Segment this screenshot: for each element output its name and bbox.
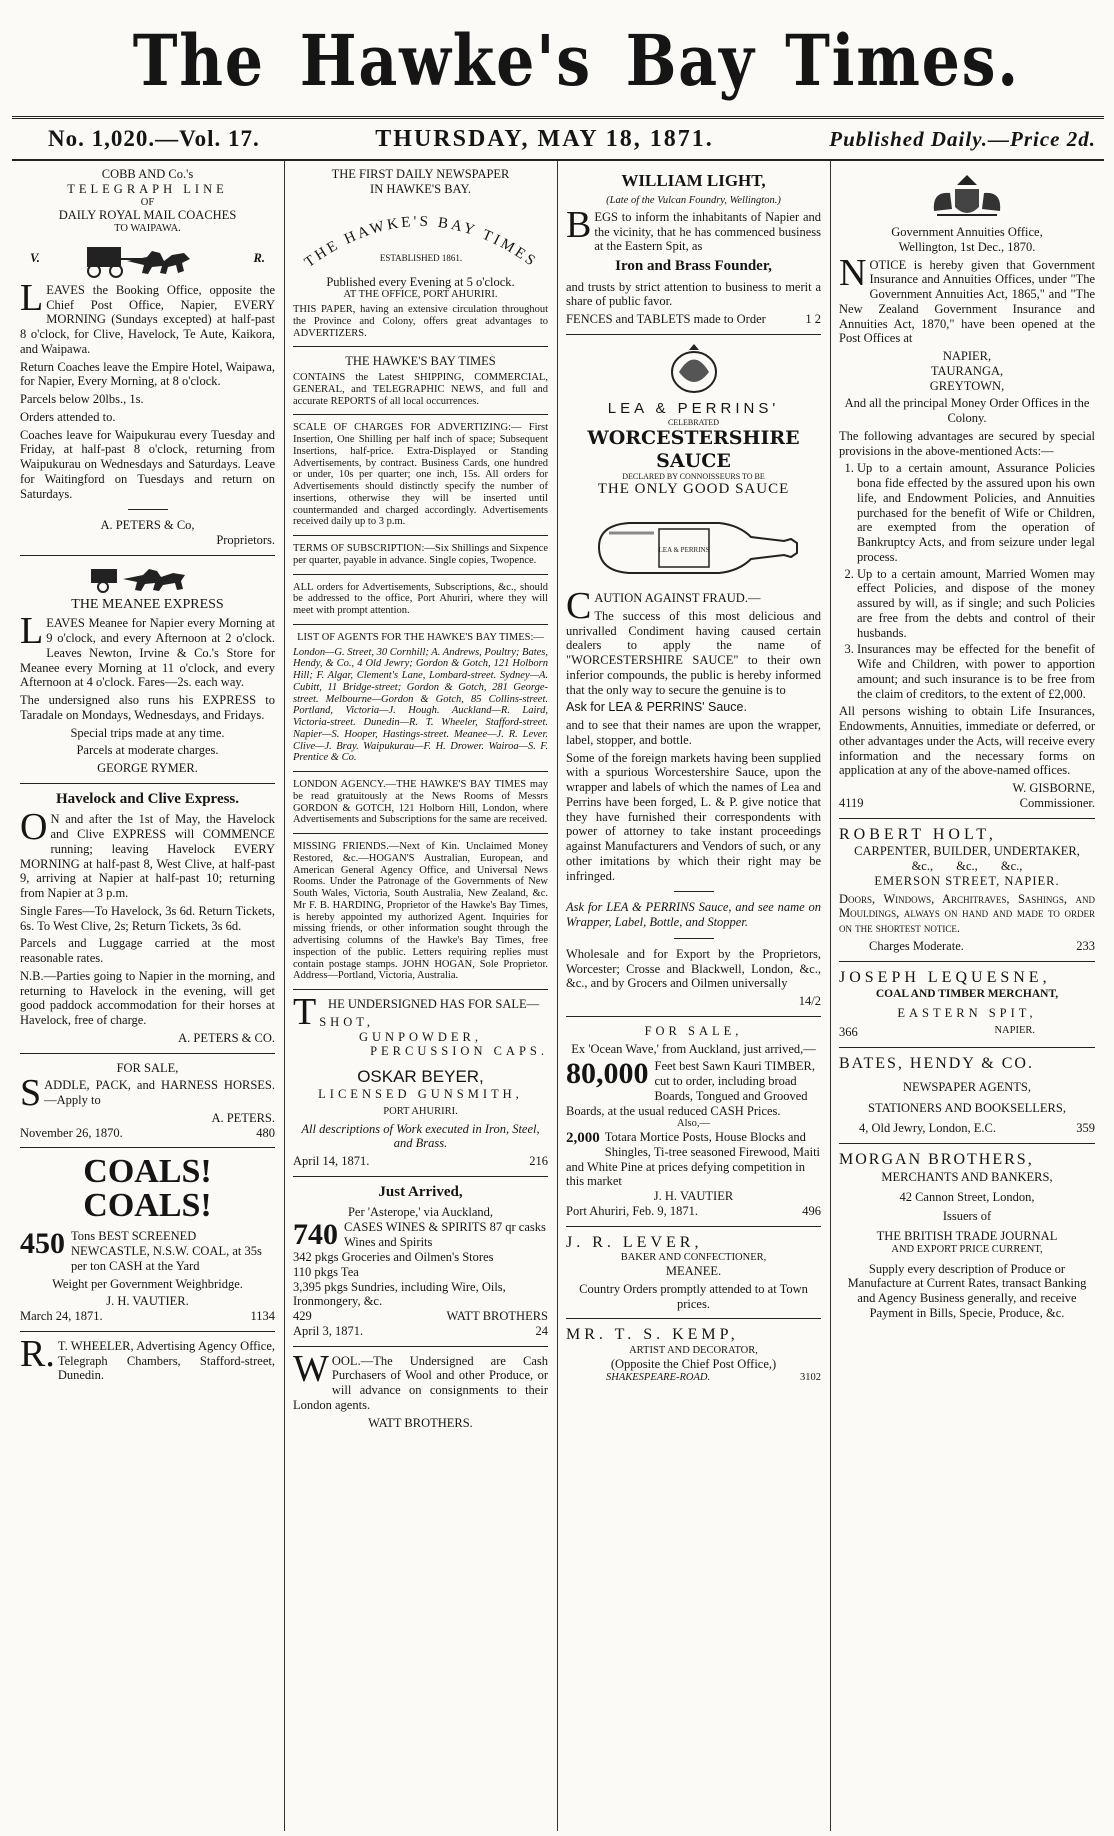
- cobb-title: COBB AND Co.'s: [101, 167, 194, 181]
- cobb-coach-row: [30, 239, 265, 279]
- holt-subtitle: CARPENTER, BUILDER, UNDERTAKER,: [854, 844, 1080, 859]
- oskar-date-row: [293, 1154, 548, 1169]
- morgan-title: MORGAN BROTHERS,: [839, 1151, 1034, 1168]
- kemp-title: MR. T. S. KEMP,: [566, 1326, 739, 1344]
- gunpowder: GUNPOWDER,: [359, 1029, 482, 1044]
- tea-line: 110 pkgs Tea: [293, 1264, 359, 1279]
- timber-text: Feet best Sawn Kauri TIMBER, cut to order, including broad Boards, Tongued and Grooved Boards, at the usual reduced CASH Prices.: [566, 1059, 816, 1118]
- agents-list: London—G. Street, 30 Cornhill; A. Andrews, Poultry; Bates, Hendy, & Co., 4 Old Jewry; Gordon & Gotch, 121 Holborn Hill; F. Algar, Clement's Lane, Lombard-street. Sydney—A. Cubitt, 11 Bridge-street; Gordon & Gotch, 281 George-street. Melbourne—Gordon & Gotch, 85 Collins-street. Portland, Victoria—J. Hough. Auckland—R. Laird, Victoria-street. Dunedin—R. T. Wheeler, Stafford-street. Napier—S. Hooper, Hastings-street. Meanee—J. R. Lever. Clive—J. Bray. Waipukurau—F. H. Drower. Wairoa—S. F. Prentice & Co.: [293, 646, 548, 764]
- rule: [293, 1176, 548, 1177]
- licensed-gunsmith: LICENSED GUNSMITH,: [318, 1087, 523, 1102]
- coals-text-2: Weight per Government Weighbridge.: [52, 1276, 243, 1291]
- times-text: CONTAINS the Latest SHIPPING, COMMERCIAL, GENERAL, and TELEGRAPHIC NEWS, and full and accurate REPORTS of all local occurrences.: [293, 372, 548, 407]
- kemp-subtitle: ARTIST AND DECORATOR,: [629, 1345, 758, 1357]
- light-text-1: BEGS to inform the inhabitants of Napier and the vicinity, that he has commenced business at the Eastern Spit, as: [566, 203, 821, 254]
- issue-date: THURSDAY, MAY 18, 1871.: [375, 125, 714, 152]
- watt-number: 429: [293, 1309, 312, 1324]
- cobb-signature: A. PETERS & Co,: [100, 518, 195, 533]
- holt-number: 233: [1076, 938, 1095, 953]
- ad-lever: [566, 1234, 821, 1312]
- cobb-text-5: Coaches leave for Waipukurau every Tuesday and Friday, at half-past 8 o'clock, returning from Waipukurau on Wednesdays and Saturdays. Leave for Waitingford on Tuesdays and return on Saturdays.: [20, 427, 275, 501]
- timber-row: [566, 1059, 821, 1118]
- ad-for-sale-horses: [20, 1061, 275, 1141]
- cobb-telegraph-line: TELEGRAPH LINE: [67, 181, 228, 196]
- established: ESTABLISHED 1861.: [379, 252, 462, 263]
- ad-cobb-and-co: [20, 167, 275, 548]
- gov-text-2: And all the principal Money Order Offices in the Colony.: [844, 396, 1090, 425]
- undersigned-title: THE UNDERSIGNED HAS FOR SALE—: [293, 991, 540, 1033]
- lea-title: LEA & PERRINS': [607, 399, 780, 417]
- light-text-3: FENCES and TABLETS made to Order: [566, 312, 766, 327]
- lea-declared: DECLARED BY CONNOISSEURS TO BE: [622, 471, 765, 481]
- posts-text: Totara Mortice Posts, House Blocks and Shingles, Ti-tree seasoned Firewood, Maiti and White Pine at prices defying competition in this market: [566, 1130, 821, 1189]
- ad-oskar-beyer: [293, 991, 548, 1169]
- havelock-title: Havelock and Clive Express.: [55, 790, 240, 807]
- divider: [674, 938, 714, 939]
- wool-signature: WATT BROTHERS.: [368, 1415, 473, 1430]
- ad-lea-perrins: [566, 342, 821, 1009]
- gov-advantages-list: [857, 461, 1095, 701]
- divider: [128, 509, 168, 510]
- watt-date-row: [293, 1324, 548, 1339]
- posts-row: [566, 1130, 821, 1189]
- cobb-text-3: Parcels below 20lbs., 1s.: [20, 392, 144, 406]
- gov-date: Wellington, 1st Dec., 1870.: [898, 239, 1036, 254]
- gov-tauranga: TAURANGA,: [930, 363, 1004, 378]
- gov-commissioner: Commissioner.: [1019, 795, 1095, 810]
- posts-quantity: 2,000: [566, 1130, 600, 1147]
- bates-address-row: [839, 1121, 1095, 1136]
- meanee-text-4: Parcels at moderate charges.: [76, 743, 219, 758]
- lea-only-good: THE ONLY GOOD SAUCE: [597, 481, 790, 498]
- havelock-text-2: Single Fares—To Havelock, 3s 6d. Return Tickets, 6s. To West Clive, 2s; Return Tickets, 3s 6d.: [20, 903, 275, 933]
- port-ahuriri: PORT AHURIRI.: [383, 1105, 458, 1117]
- light-order-row: [566, 312, 821, 327]
- ad-bates-hendy: [839, 1055, 1095, 1136]
- coals-date-row: [20, 1309, 275, 1324]
- coals-date: March 24, 1871.: [20, 1309, 103, 1324]
- caution-text-2: and to see that their names are upon the wrapper, label, stopper, and bottle.: [566, 718, 821, 747]
- cobb-subtitle: DAILY ROYAL MAIL COACHES: [58, 208, 237, 223]
- rule: [293, 574, 548, 575]
- column-1: [12, 161, 285, 1831]
- gov-sign-row: [839, 796, 1095, 811]
- just-arrived: Just Arrived,: [378, 1183, 463, 1200]
- rule: [293, 1346, 548, 1347]
- rule: [20, 1331, 275, 1332]
- holt-text: Doors, Windows, Architraves, Sashings, and Mouldings, always on hand and made to order on the shortest notice.: [839, 891, 1095, 936]
- orders-text: ALL orders for Advertisements, Subscriptions, &c., should be addressed to the office, Port Ahuriri, where they will meet with prompt attention.: [293, 581, 548, 616]
- lequesne-napier: NAPIER.: [994, 1025, 1035, 1037]
- ad-government-annuities: [839, 171, 1095, 811]
- ad-robert-holt: [839, 826, 1095, 954]
- gov-greytown: GREYTOWN,: [929, 378, 1005, 393]
- meanee-signature: GEORGE RYMER.: [97, 761, 198, 776]
- rule: [293, 771, 548, 772]
- column-3: [558, 161, 831, 1831]
- watt-signature: WATT BROTHERS: [446, 1309, 548, 1324]
- sundries-line: 3,395 pkgs Sundries, including Wire, Oils, Ironmongery, &c.: [293, 1279, 506, 1309]
- light-number: 1 2: [805, 312, 821, 327]
- cobb-r: R.: [253, 251, 265, 266]
- cases-text: CASES WINES & SPIRITS 87 qr casks Wines and Spirits: [344, 1220, 546, 1249]
- rule: [839, 1143, 1095, 1144]
- list-item: 3. Insurances may be effected for the benefit of Wife and Children, with power to apportion amount; and such insurance is to be free from the claim of creditors, to the extent of £2,000.: [857, 642, 1095, 701]
- cases-quantity: 740: [293, 1220, 338, 1251]
- lequesne-spit: EASTERN SPIT,: [897, 1006, 1037, 1021]
- kemp-opposite: (Opposite the Chief Post Office,): [610, 1357, 777, 1372]
- meanee-title: THE MEANEE EXPRESS: [71, 596, 224, 612]
- coals-title: COALS! COALS!: [83, 1153, 212, 1225]
- sale-date-row: [20, 1126, 275, 1141]
- bottle-label: LEA & PERRINS: [658, 546, 709, 555]
- lequesne-subtitle: COAL AND TIMBER MERCHANT,: [875, 987, 1059, 1000]
- columns: [12, 161, 1104, 1831]
- caution-ask: Ask for LEA & PERRINS' Sauce.: [566, 700, 747, 715]
- list-item: 1. Up to a certain amount, Assurance Policies bona fide effected by the assured upon his own life, and Endowment Policies, and Annuities purchased for the benefit of Wife or Children, are exempted from the operation of Bankruptcy Acts, and from seizure under legal process.: [857, 461, 1095, 564]
- masthead: [12, 4, 1104, 116]
- ad-watt-brothers: [293, 1184, 548, 1339]
- holt-charges-row: [839, 939, 1095, 954]
- cobb-text-2: Return Coaches leave the Empire Hotel, Waipawa, for Napier, Every Morning, at 8 o'clock.: [20, 359, 275, 389]
- coals-body: [20, 1229, 275, 1273]
- masthead-word-bay: Bay: [625, 18, 756, 102]
- masthead-word-hawkes: Hawke's: [299, 18, 592, 102]
- meanee-text-3: Special trips made at any time.: [70, 725, 225, 740]
- watt-date: April 3, 1871.: [293, 1323, 364, 1338]
- rule: [566, 1016, 821, 1017]
- groceries-line: 342 pkgs Groceries and Oilmen's Stores: [293, 1250, 494, 1265]
- holt-etc: &c., &c., &c.,: [911, 859, 1023, 874]
- holt-charges: Charges Moderate.: [869, 938, 964, 953]
- ad-coals: [20, 1155, 275, 1324]
- gov-title: Government Annuities Office,: [891, 225, 1043, 239]
- rule: [293, 414, 548, 415]
- first-daily-1: THE FIRST DAILY NEWSPAPER: [331, 167, 510, 181]
- ad-lequesne: [839, 969, 1095, 1040]
- column-2: [285, 161, 558, 1831]
- forsale-ex: Ex 'Ocean Wave,' from Auckland, just arrived,—: [571, 1041, 816, 1056]
- arc-title: THE HAWKE'S BAY TIMES: [301, 213, 540, 271]
- cobb-proprietors: Proprietors.: [216, 533, 275, 547]
- morgan-subtitle: MERCHANTS AND BANKERS,: [881, 1169, 1053, 1184]
- gov-signature: W. GISBORNE,: [1012, 781, 1095, 795]
- bates-agents: NEWSPAPER AGENTS,: [902, 1079, 1032, 1094]
- forsale-title: FOR SALE,: [644, 1023, 743, 1038]
- meanee-text-2: The undersigned also runs his EXPRESS to Taradale on Mondays, Wednesdays, and Fridays.: [20, 693, 275, 722]
- caution-text-4: Wholesale and for Export by the Proprietors, Worcester; Crosse and Blackwell, London, &c., &c., and by Grocers and Oilmen universally: [566, 946, 821, 991]
- issue-number: No. 1,020.—Vol. 17.: [48, 126, 260, 151]
- rule: [293, 535, 548, 536]
- light-title: WILLIAM LIGHT,: [621, 171, 766, 190]
- rule: [293, 833, 548, 834]
- lea-celebrated: CELEBRATED: [667, 417, 720, 427]
- cobb-text-4: Orders attended to.: [20, 409, 116, 424]
- sale-number: 480: [256, 1125, 275, 1140]
- gov-text-3: The following advantages are secured by special provisions in the above-mentioned Acts:—: [839, 428, 1095, 458]
- morgan-price: AND EXPORT PRICE CURRENT,: [891, 1243, 1043, 1255]
- wheeler-text: R.T. WHEELER, Advertising Agency Office, Telegraph Chambers, Stafford-street, Dunedin.: [20, 1332, 275, 1383]
- crest-icon: [659, 342, 729, 396]
- rule: [293, 346, 548, 347]
- rule: [293, 624, 548, 625]
- rule: [839, 1047, 1095, 1048]
- cobb-v: V.: [30, 251, 40, 266]
- lever-title: J. R. LEVER,: [566, 1233, 703, 1251]
- watt-number-2: 24: [535, 1323, 548, 1338]
- vautier-number: 496: [802, 1203, 821, 1218]
- lequesne-title: JOSEPH LEQUESNE,: [839, 968, 1051, 986]
- kemp-road: SHAKESPEARE-ROAD.: [606, 1371, 711, 1383]
- shot: SHOT,: [319, 1014, 375, 1029]
- also: Also,—: [677, 1118, 710, 1130]
- rule: [566, 334, 821, 335]
- light-subtitle: (Late of the Vulcan Foundry, Wellington.): [606, 195, 781, 207]
- lequesne-row: [839, 1025, 1095, 1040]
- kemp-number: 3102: [800, 1371, 821, 1383]
- morgan-text: Supply every description of Produce or Manufacture at Current Rates, transact Banking and Agency Business generally, and receive Payment in Bills, Specie, Produce, &c.: [847, 1261, 1087, 1320]
- column-4: [831, 161, 1104, 1831]
- meanee-text-1: LEAVES Meanee for Napier every Morning at 9 o'clock, and every Afternoon at 2 o'clock. Leaves Newton, Irvine & Co.'s Store for Meanee every Morning at 11 o'clock, and every Afternoon at 4 o'clock. Fares—2s. each way.: [20, 610, 275, 690]
- morgan-issuers: Issuers of: [942, 1209, 992, 1224]
- ad-for-sale-timber: [566, 1024, 821, 1219]
- oskar-number: 216: [529, 1154, 548, 1169]
- bates-number: 359: [1076, 1121, 1095, 1136]
- caution-text-1: The success of this most delicious and unrivalled Condiment having caused certain dealers to apply the name of "WORCESTERSHIRE SAUCE" to their own inferior compounds, the public is hereby informed that the only way to secure the genuine is to: [566, 608, 821, 697]
- havelock-text-4: N.B.—Parties going to Napier in the morning, and returning to Havelock in the evening, will get good paddock accommodation for their horses at Havelock, free of charge.: [20, 968, 275, 1028]
- vautier-date: Port Ahuriri, Feb. 9, 1871.: [566, 1203, 698, 1218]
- rule: [566, 1318, 821, 1319]
- rule: [839, 818, 1095, 819]
- gov-text-1: NOTICE is hereby given that Government Insurance and Annuities Offices, under "The Government Annuities Act, 1865," and "The New Zealand Government Insurance and Annuities Act, 1870," have been opened at the Post Offices at: [839, 251, 1095, 346]
- list-item: 2. Up to a certain amount, Married Women may effect Policies, and dispose of the money assured by will, as if single; and such Policies are free from the debts and control of their husbands.: [857, 567, 1095, 641]
- gov-napier: NAPIER,: [942, 349, 992, 363]
- bates-title: BATES, HENDY & CO.: [839, 1054, 1034, 1072]
- masthead-word-times: Times.: [785, 18, 1021, 102]
- first-daily-2: IN HAWKE'S BAY.: [370, 181, 471, 196]
- coals-signature: J. H. VAUTIER.: [106, 1294, 189, 1309]
- work-text: All descriptions of Work executed in Iron, Steel, and Brass.: [301, 1121, 540, 1151]
- rule: [20, 1147, 275, 1148]
- ad-havelock-express: [20, 791, 275, 1046]
- lequesne-number: 366: [839, 1025, 858, 1040]
- ad-morgan-brothers: [839, 1151, 1095, 1321]
- holt-title: ROBERT HOLT,: [839, 825, 997, 843]
- bates-stationers: STATIONERS AND BOOKSELLERS,: [868, 1100, 1066, 1115]
- coals-number: 1134: [250, 1309, 275, 1324]
- rule: [839, 961, 1095, 962]
- ad-meanee-express: [20, 563, 275, 776]
- cobb-to: TO WAIPAWA.: [114, 223, 181, 234]
- cobb-text-1: LEAVES the Booking Office, opposite the Chief Post Office, Napier, EVERY MORNING (Sundays excepted) at half-past 8 o'clock, for Clive, Havelock, Te Aute, Kaikora, and Waipawa.: [20, 276, 275, 356]
- masthead-word-the: The: [132, 18, 265, 102]
- terms-of-subscription: TERMS OF SUBSCRIPTION:—Six Shillings and Sixpence per quarter, payable in advance. Single copies, Twopence.: [293, 543, 548, 566]
- morgan-journal: THE BRITISH TRADE JOURNAL: [876, 1229, 1058, 1244]
- sale-text: SADDLE, PACK, and HARNESS HORSES.—Apply to: [20, 1072, 275, 1115]
- divider: [674, 891, 714, 892]
- havelock-text-1: ON and after the 1st of May, the Havelock and Clive EXPRESS will COMMENCE running; leaving Havelock EVERY MORNING at half-past 8, West Clive, at half-past 9, arriving at Napier at half-past 10; returning from Napier at 3 p.m.: [20, 806, 275, 901]
- percussion-caps: PERCUSSION CAPS.: [370, 1044, 548, 1059]
- cases-row: [293, 1220, 548, 1250]
- rule: [20, 783, 275, 784]
- hawkes-bay-times-arc-logo: [296, 201, 546, 271]
- horse-cart-icon: [83, 563, 213, 593]
- timber-quantity: 80,000: [566, 1059, 649, 1091]
- cobb-of: OF: [140, 196, 155, 208]
- rule: [566, 1226, 821, 1227]
- per-asterope: Per 'Asterope,' via Auckland,: [347, 1205, 494, 1220]
- scale-of-charges: SCALE OF CHARGES FOR ADVERTIZING:— First Insertion, One Shilling per half inch of space; Subsequent Insertions, half-price. Extra-Displayed or Standing Advertisements, by contract. Business Cards, one hundred or under, 10s per quarter; one inch, 15s. All orders for Advertisements should distinctly specify the number of insertions, otherwise they will be inserted until countermanded and charged accordingly. Advertisements received daily up to 3 p.m.: [293, 422, 548, 528]
- published-every: Published every Evening at 5 o'clock.: [326, 274, 515, 289]
- oskar-beyer: OSKAR BEYER,: [357, 1067, 484, 1086]
- vautier-date-row: [566, 1204, 821, 1219]
- ad-william-light: [566, 171, 821, 327]
- circulation-text: THIS PAPER, having an extensive circulation throughout the Province and Colony, offers great advantages to ADVERTIZERS.: [293, 304, 548, 339]
- coach-horses-icon: [72, 239, 222, 279]
- sale-date: November 26, 1870.: [20, 1125, 123, 1140]
- havelock-signature: A. PETERS & CO.: [178, 1030, 275, 1045]
- sale-title: FOR SALE,: [116, 1060, 179, 1075]
- times-title: THE HAWKE'S BAY TIMES: [345, 354, 496, 369]
- london-agency: LONDON AGENCY.—THE HAWKE'S BAY TIMES may be read gratuitously at the News Rooms of Messrs GORDON & GOTCH, 121 Holborn Hill, London, where Advertisements and Subscriptions for the same are received.: [293, 779, 548, 826]
- caution-number: 14/2: [798, 994, 821, 1009]
- kemp-road-row: [566, 1372, 821, 1384]
- vautier-signature: J. H. VAUTIER: [653, 1189, 734, 1204]
- wool-text: WOOL.—The Undersigned are Cash Purchasers of Wool and other Produce, or will advance on consignments to their London agents.: [293, 1347, 548, 1412]
- rule: [293, 989, 548, 990]
- ad-kemp: [566, 1326, 821, 1383]
- coals-quantity: 450: [20, 1229, 65, 1261]
- agents-title: LIST OF AGENTS FOR THE HAWKE'S BAY TIMES:—: [297, 631, 544, 643]
- light-text-2: and trusts by strict attention to business to merit a share of public favor.: [566, 279, 821, 309]
- havelock-text-3: Parcels and Luggage carried at the most reasonable rates.: [20, 936, 275, 966]
- lever-text: Country Orders promptly attended to at Town prices.: [579, 1281, 808, 1311]
- coals-text: Tons BEST SCREENED NEWCASTLE, N.S.W. COAL, at 35s per ton CASH at the Yard: [71, 1229, 262, 1273]
- gov-number: 4119: [839, 795, 864, 810]
- gov-text-4: All persons wishing to obtain Life Insurances, Endowments, Annuities, immediate or deferred, or other advantages under the Acts, will receive every information and the necessary forms on application at any of the above-named offices.: [839, 704, 1095, 778]
- dateline: [12, 116, 1104, 161]
- lever-meanee: MEANEE.: [665, 1264, 722, 1279]
- oskar-date: April 14, 1871.: [293, 1154, 370, 1169]
- morgan-street: 42 Cannon Street, London,: [899, 1189, 1035, 1204]
- light-heading: Iron and Brass Founder,: [615, 258, 772, 275]
- caution-title: CAUTION AGAINST FRAUD.—: [566, 585, 761, 628]
- watt-sign-row: [293, 1309, 548, 1324]
- caution-italic: Ask for LEA & PERRINS Sauce, and see name on Wrapper, Label, Bottle, and Stopper.: [566, 900, 821, 930]
- office: AT THE OFFICE, PORT AHURIRI.: [343, 289, 498, 301]
- rule: [20, 1053, 275, 1054]
- lea-worcestershire: WORCESTERSHIRE SAUCE: [587, 427, 800, 472]
- lever-baker: BAKER AND CONFECTIONER,: [620, 1252, 767, 1264]
- caution-text-3: Some of the foreign markets having been supplied with a spurious Worcestershire Sauce, upon the wrapper and labels of which the names of Lea and Perrins have been forged, L. & P. give notice that they have furnished their correspondents with power of attorney to take instant proceedings against Manufacturers and Vendors of such, or any other imitations by which their right may be infringed.: [566, 750, 821, 883]
- royal-arms-icon: [922, 171, 1012, 221]
- sauce-bottle-icon: [579, 503, 809, 587]
- missing-friends: MISSING FRIENDS.—Next of Kin. Unclaimed Money Restored, &c.—HOGAN'S Australian, European, and American General Agency Office, and Universal News Rooms. Under the Patronage of the Governments of New South Wales, Victoria, South Australia, New Zealand, &c. Mr F. B. HARDING, Proprietor of the Hawke's Bay Times, is hereby appointed my authorized Agent. Inquiries for missing friends, or other information sought through the advertising columns of the Hawke's Bay Times, free inspection of the public. Letters requiring replies must contain postage stamps. JOHN HOGAN, Sole Proprietor. Address—Portland, Victoria, Australia.: [293, 841, 548, 982]
- issue-price: Published Daily.—Price 2d.: [829, 126, 1096, 151]
- bates-address: 4, Old Jewry, London, E.C.: [859, 1121, 997, 1136]
- rule: [20, 555, 275, 556]
- holt-street: EMERSON STREET, NAPIER.: [874, 873, 1060, 888]
- sale-signature: A. PETERS.: [211, 1110, 275, 1125]
